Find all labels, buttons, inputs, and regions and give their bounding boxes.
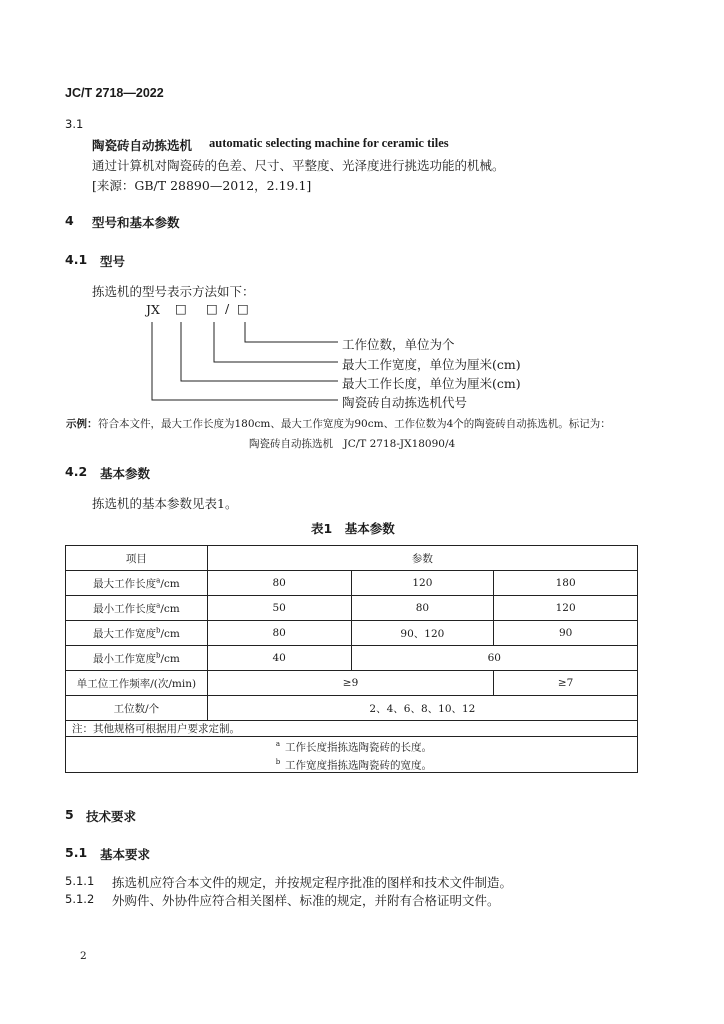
label-machine-code: 陶瓷砖自动拣选机代号 bbox=[342, 395, 468, 410]
params-intro: 拣选机的基本参数见表1。 bbox=[92, 496, 238, 511]
row-label: 最大工作长度$^a$/cm bbox=[66, 571, 208, 596]
table-note-row bbox=[66, 721, 638, 737]
table-row bbox=[66, 671, 638, 696]
clause-5-1-2-text: 外购件、外协件应符合相关图样、标准的规定，并附有合格证明文件。 bbox=[112, 893, 500, 908]
example-text: 符合本文件，最大工作长度为180cm、最大工作宽度为90cm、工作位数为4个的陶瓷砖自动拣选机。标记为： bbox=[98, 418, 611, 430]
table-cell: 90 bbox=[494, 621, 638, 646]
section-4-title: 型号和基本参数 bbox=[92, 215, 180, 230]
row-label: 最大工作宽度$^b$/cm bbox=[66, 621, 208, 646]
clause-3-1-number: 3.1 bbox=[65, 117, 84, 131]
section-4-1-number: 4.1 bbox=[65, 252, 88, 267]
row-label: 单工位工作频率/(次/min) bbox=[66, 671, 208, 696]
table-cell: 90、120 bbox=[351, 621, 494, 646]
table-cell: 2、4、6、8、10、12 bbox=[207, 696, 637, 721]
width-box: □ bbox=[206, 301, 218, 316]
row-label: 最小工作长度$^a$/cm bbox=[66, 596, 208, 621]
label-max-width: 最大工作宽度，单位为厘米(cm) bbox=[342, 357, 521, 372]
table-cell: ≥7 bbox=[494, 671, 638, 696]
table-row bbox=[66, 571, 638, 596]
table-cell: 120 bbox=[351, 571, 494, 596]
row-label: 工位数/个 bbox=[66, 696, 208, 721]
table-cell: 180 bbox=[494, 571, 638, 596]
section-4-2-title: 基本参数 bbox=[100, 466, 151, 481]
table-cell: 40 bbox=[207, 646, 351, 671]
header-parameters: 参数 bbox=[207, 546, 637, 571]
term-english: automatic selecting machine for ceramic tiles bbox=[209, 136, 449, 150]
section-4-2-number: 4.2 bbox=[65, 464, 88, 479]
header-item: 项目 bbox=[66, 546, 208, 571]
label-max-length: 最大工作长度，单位为厘米(cm) bbox=[342, 376, 521, 391]
model-slash: / bbox=[225, 301, 230, 316]
table-row bbox=[66, 696, 638, 721]
clause-5-1-2-number: 5.1.2 bbox=[65, 892, 95, 906]
clause-5-1-1-number: 5.1.1 bbox=[65, 874, 95, 888]
example-marking: 陶瓷砖自动拣选机 JC/T 2718-JX18090/4 bbox=[249, 438, 456, 450]
table-row bbox=[66, 646, 638, 671]
table-row bbox=[66, 621, 638, 646]
table-cell: 80 bbox=[207, 621, 351, 646]
positions-box: □ bbox=[237, 301, 249, 316]
model-intro: 拣选机的型号表示方法如下： bbox=[92, 284, 255, 299]
document-code: JC/T 2718—2022 bbox=[65, 86, 164, 100]
length-box: □ bbox=[175, 301, 187, 316]
table-cell: 120 bbox=[494, 596, 638, 621]
model-code-prefix: JX bbox=[146, 302, 160, 317]
table-cell: 50 bbox=[207, 596, 351, 621]
table-row bbox=[66, 596, 638, 621]
section-4-number: 4 bbox=[65, 213, 74, 228]
page-number: 2 bbox=[80, 950, 87, 962]
label-work-positions: 工作位数，单位为个 bbox=[342, 337, 455, 352]
section-5-1-title: 基本要求 bbox=[100, 847, 151, 862]
example-label: 示例： bbox=[66, 418, 98, 430]
table-cell: 80 bbox=[207, 571, 351, 596]
clause-5-1-1-text: 拣选机应符合本文件的规定，并按规定程序批准的图样和技术文件制造。 bbox=[112, 875, 513, 890]
table-note: 注：其他规格可根据用户要求定制。 bbox=[66, 721, 638, 737]
row-label: 最小工作宽度$^b$/cm bbox=[66, 646, 208, 671]
table-cell: 60 bbox=[351, 646, 637, 671]
term-chinese: 陶瓷砖自动拣选机 bbox=[92, 138, 193, 153]
table-title: 表1 基本参数 bbox=[311, 521, 395, 536]
table-header-row bbox=[66, 546, 638, 571]
term-source: [来源：GB/T 28890—2012，2.19.1] bbox=[92, 178, 312, 193]
table-cell: 80 bbox=[351, 596, 494, 621]
section-5-title: 技术要求 bbox=[86, 809, 137, 824]
section-4-1-title: 型号 bbox=[100, 254, 126, 269]
table-footnotes: a 工作长度指拣选陶瓷砖的长度。 b 工作宽度指拣选陶瓷砖的宽度。 bbox=[66, 737, 638, 773]
term-definition: 通过计算机对陶瓷砖的色差、尺寸、平整度、光泽度进行挑选功能的机械。 bbox=[92, 158, 505, 173]
table-cell: ≥9 bbox=[207, 671, 493, 696]
table-footnote-row bbox=[66, 737, 638, 773]
basic-parameters-table bbox=[65, 545, 638, 773]
section-5-number: 5 bbox=[65, 807, 74, 822]
section-5-1-number: 5.1 bbox=[65, 845, 88, 860]
